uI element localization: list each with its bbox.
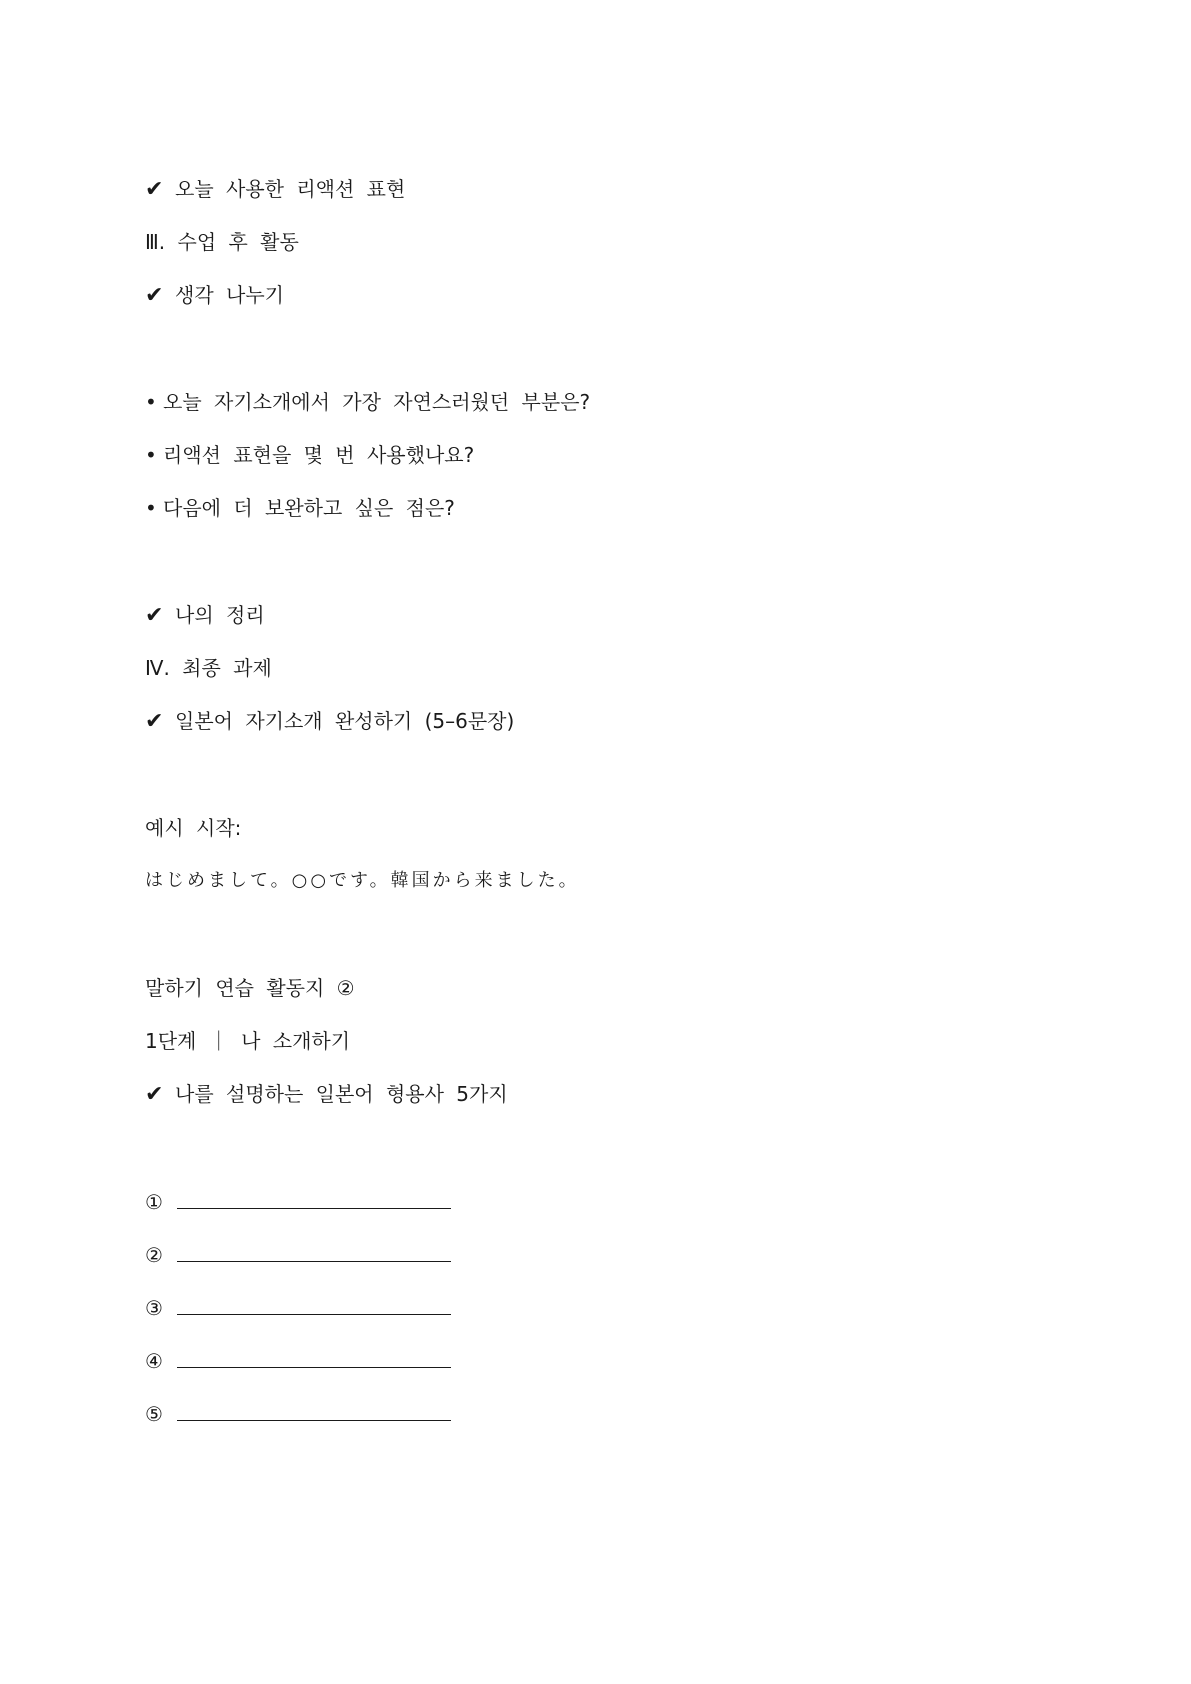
answer-line [145, 1241, 451, 1268]
reaction-expressions-item [145, 176, 405, 203]
worksheet-title: 말하기 연습 활동지 ② [145, 976, 355, 1000]
answer-line [145, 1294, 451, 1321]
final-task-item [145, 708, 514, 735]
answer-blank[interactable] [177, 1347, 451, 1368]
question-item [145, 442, 474, 468]
question-text: 리액션 표현을 몇 번 사용했나요? [163, 443, 475, 467]
bullet-icon: • [145, 390, 157, 414]
example-japanese-text: はじめまして。○○です。韓国から来ました。 [145, 870, 580, 891]
answer-line [145, 1400, 451, 1427]
question-text: 오늘 자기소개에서 가장 자연스러웠던 부분은? [163, 390, 591, 414]
answer-blank[interactable] [177, 1294, 451, 1315]
question-item [145, 495, 455, 521]
section-3-heading: Ⅲ. 수업 후 활동 [145, 230, 299, 254]
check-icon: ✔ [145, 1082, 164, 1107]
check-icon: ✔ [145, 177, 164, 202]
check-icon: ✔ [145, 603, 164, 628]
adjectives-prompt-label: 나를 설명하는 일본어 형용사 5가지 [175, 1082, 508, 1106]
answer-number: ③ [145, 1296, 163, 1320]
share-thoughts-item [145, 282, 284, 309]
check-icon: ✔ [145, 283, 164, 308]
bullet-icon: • [145, 443, 157, 467]
final-task-label: 일본어 자기소개 완성하기 (5–6문장) [175, 709, 515, 733]
reaction-expressions-label: 오늘 사용한 리액션 표현 [175, 177, 406, 201]
share-thoughts-label: 생각 나누기 [175, 283, 284, 307]
example-start-label: 예시 시작: [145, 816, 242, 840]
answer-number: ① [145, 1190, 163, 1214]
answer-number: ⑤ [145, 1402, 163, 1426]
my-summary-item [145, 602, 265, 629]
answer-line [145, 1188, 451, 1215]
adjectives-prompt-item [145, 1081, 508, 1108]
question-text: 다음에 더 보완하고 싶은 점은? [163, 496, 455, 520]
my-summary-label: 나의 정리 [175, 603, 265, 627]
answer-line [145, 1347, 451, 1374]
section-4-heading: Ⅳ. 최종 과제 [145, 656, 272, 680]
question-item [145, 389, 590, 415]
answer-number: ④ [145, 1349, 163, 1373]
step-heading: 1단계 ｜ 나 소개하기 [145, 1029, 351, 1053]
bullet-icon: • [145, 496, 157, 520]
answer-blank[interactable] [177, 1400, 451, 1421]
answer-blank[interactable] [177, 1241, 451, 1262]
check-icon: ✔ [145, 709, 164, 734]
answer-blank[interactable] [177, 1188, 451, 1209]
answer-number: ② [145, 1243, 163, 1267]
